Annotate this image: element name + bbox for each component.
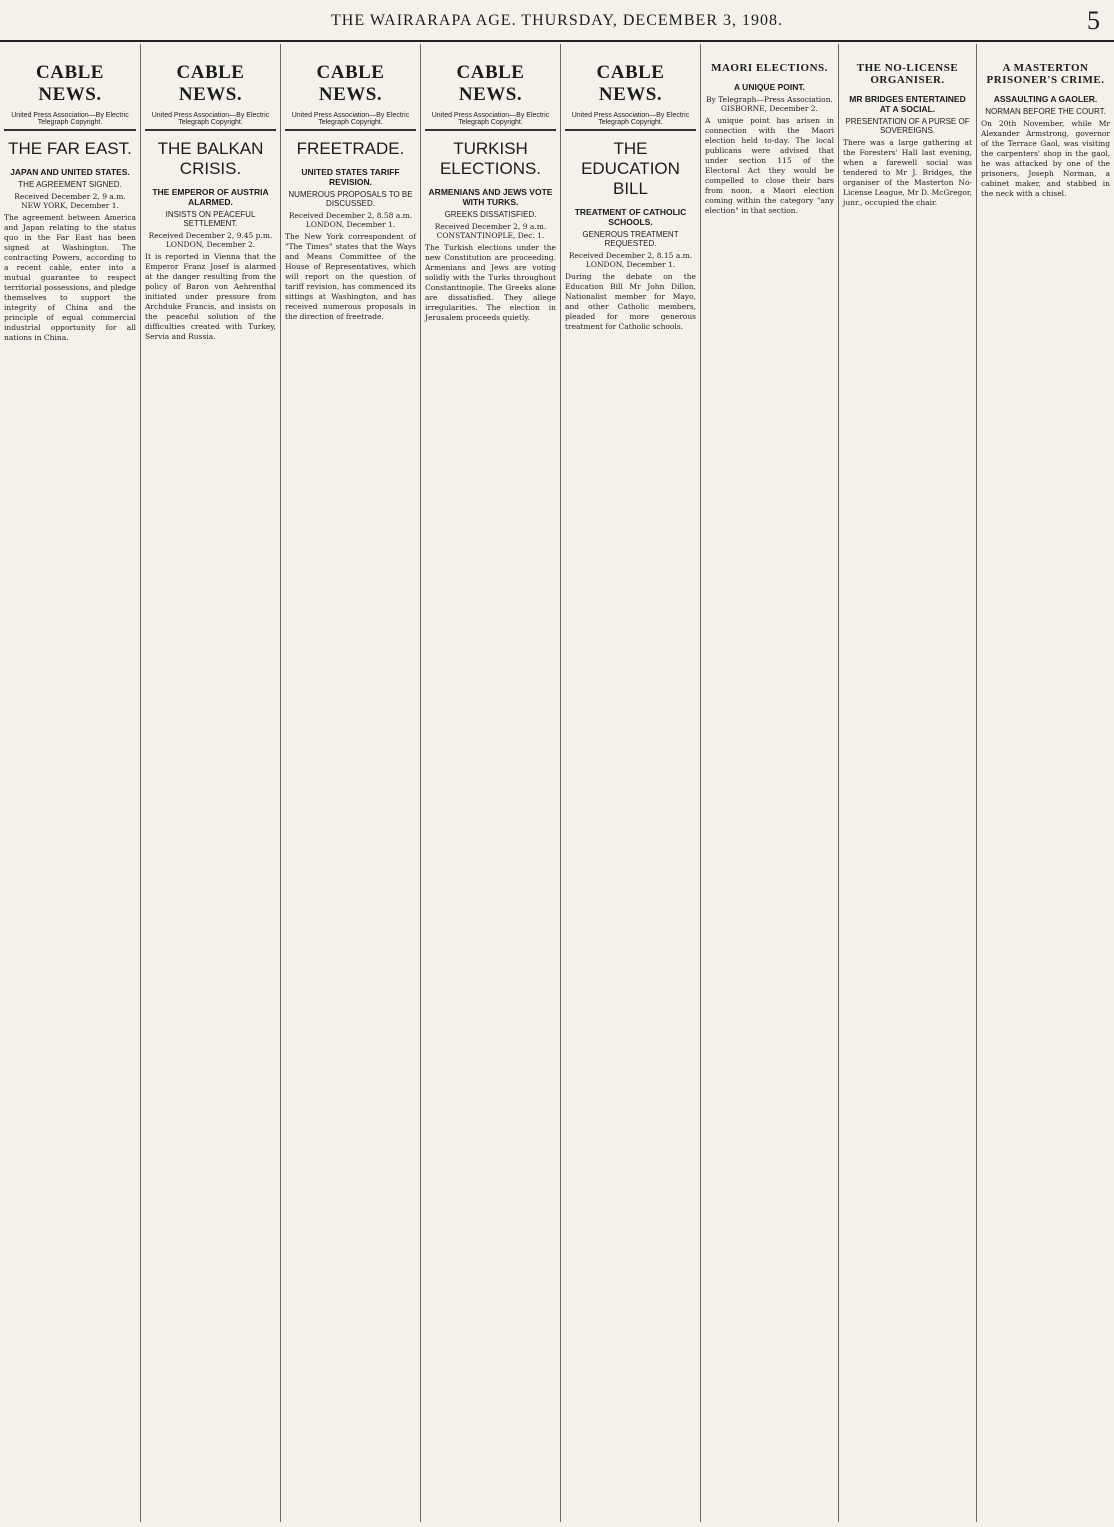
dateline: Received December 2, 8.15 a.m. LONDON, December 1. bbox=[568, 251, 693, 269]
subheading: JAPAN AND UNITED STATES. bbox=[10, 167, 130, 177]
column-heading: CABLE NEWS. bbox=[596, 62, 665, 105]
masthead-title: THE WAIRARAPA AGE. THURSDAY, DECEMBER 3, 1908. bbox=[331, 12, 783, 29]
article-body: During the debate on the Education Bill Mr John Dillon, Nationalist member for Mayo, and other Catholic members, pleaded for more generous treatment for Catholic schools. bbox=[565, 272, 696, 331]
subheading: UNITED STATES TARIFF REVISION. bbox=[301, 167, 400, 187]
article-body: A unique point has arisen in connection with the Maori election held to-day. The local publicans were advised that under section 115 of the Electoral Act they would be compelled to close their bars from noon, a Maori election coming within the category "any election" in that section. bbox=[705, 116, 834, 215]
column-1 bbox=[0, 44, 140, 1522]
column-2 bbox=[140, 44, 280, 1522]
column-8 bbox=[976, 44, 1114, 1522]
subheading: ARMENIANS AND JEWS VOTE WITH TURKS. bbox=[428, 187, 553, 207]
dateline: Received December 2, 9 a.m. NEW YORK, December 1. bbox=[14, 192, 126, 210]
column-5 bbox=[560, 44, 700, 1522]
section-title: TURKISH ELECTIONS. bbox=[439, 139, 542, 178]
subheading-2: NORMAN BEFORE THE COURT. bbox=[985, 107, 1106, 116]
dateline: Received December 2, 9 a.m. CONSTANTINOPLE, Dec. 1. bbox=[434, 222, 547, 240]
article-body: It is reported in Vienna that the Emperor Franz Josef is alarmed at the danger resulting from the policy of Baron von Aehrenthal initiated under pressure from Archduke Francis, and insists on the peaceful solution of the difficulties created with Turkey, Servia and Russia. bbox=[145, 252, 276, 341]
article-body: The Turkish elections under the new Constitution are proceeding. Armenians and Jews are voting solidly with the Turks throughout Constantinople. The Greeks alone are dissatisfied. They allege irregularities. The election in Jerusalem proceeds quietly. bbox=[425, 243, 556, 322]
column-heading: THE NO-LICENSE ORGANISER. bbox=[856, 62, 959, 86]
subheading: TREATMENT OF CATHOLIC SCHOOLS. bbox=[574, 207, 687, 227]
subheading-2: GENEROUS TREATMENT REQUESTED. bbox=[582, 230, 679, 248]
subheading: THE EMPEROR OF AUSTRIA ALARMED. bbox=[152, 187, 269, 207]
press-credit: United Press Association—By Electric Telegraph Copyright. bbox=[145, 112, 276, 131]
page-number: 5 bbox=[1087, 6, 1100, 35]
subheading: ASSAULTING A GAOLER. bbox=[993, 94, 1098, 104]
subheading-2: NUMEROUS PROPOSALS TO BE DISCUSSED. bbox=[288, 190, 413, 208]
dateline: Received December 2, 9.45 p.m. LONDON, December 2. bbox=[148, 231, 273, 249]
article-body: The agreement between America and Japan relating to the status quo in the Far East has been signed at Washington. The contracting Powers, according to a recent cable, enter into a mutual guarantee to respect territorial possessions, and pledge themselves to support the integrity of China and the principle of equal commercial industrial opportunity for all nations in China. bbox=[4, 213, 136, 342]
section-title: THE EDUCATION BILL bbox=[581, 139, 680, 198]
column-4 bbox=[420, 44, 560, 1522]
subheading-2: THE AGREEMENT SIGNED. bbox=[18, 180, 122, 189]
column-6 bbox=[700, 44, 838, 1522]
column-heading: CABLE NEWS. bbox=[176, 62, 245, 105]
masthead bbox=[0, 0, 1114, 42]
press-credit: United Press Association—By Electric Telegraph Copyright. bbox=[4, 112, 136, 131]
section-title: THE BALKAN CRISIS. bbox=[157, 139, 264, 178]
press-credit: United Press Association—By Electric Telegraph Copyright. bbox=[425, 112, 556, 131]
subheading-2: INSISTS ON PEACEFUL SETTLEMENT. bbox=[165, 210, 256, 228]
article-body: There was a large gathering at the Foresters' Hall last evening, when a farewell social was tendered to Mr J. Bridges, the organiser of the Masterton No-License League, Mr D. McGregor, junr., occupied the chair. bbox=[843, 138, 972, 207]
subheading-2: GREEKS DISSATISFIED. bbox=[444, 210, 537, 219]
section-title: THE FAR EAST. bbox=[8, 139, 132, 158]
column-heading: CABLE NEWS. bbox=[36, 62, 104, 105]
subheading-2: PRESENTATION OF A PURSE OF SOVEREIGNS. bbox=[845, 117, 970, 135]
dateline: By Telegraph—Press Association. GISBORNE, December 2. bbox=[706, 95, 833, 113]
column-heading: CABLE NEWS. bbox=[316, 62, 385, 105]
subheading: MR BRIDGES ENTERTAINED AT A SOCIAL. bbox=[849, 94, 966, 114]
column-heading: MAORI ELECTIONS. bbox=[711, 62, 828, 74]
article-body: On 20th November, while Mr Alexander Armstrong, governor of the Terrace Gaol, was visiting the carpenters' shop in the gaol, he was attacked by one of the prisoners, Joseph Norman, a cabinet maker, and stabbed in the neck with a chisel. bbox=[981, 119, 1110, 198]
column-3 bbox=[280, 44, 420, 1522]
column-heading: CABLE NEWS. bbox=[456, 62, 525, 105]
section-title: FREETRADE. bbox=[296, 139, 405, 158]
press-credit: United Press Association—By Electric Telegraph Copyright. bbox=[285, 112, 416, 131]
dateline: Received December 2, 8.58 a.m. LONDON, December 1. bbox=[288, 211, 413, 229]
article-body: The New York correspondent of "The Times" states that the Ways and Means Committee of the House of Representatives, which will report on the question of tariff revision, has commenced its sittings at Washington, and has received numerous proposals in the direction of freetrade. bbox=[285, 232, 416, 321]
column-heading: A MASTERTON PRISONER'S CRIME. bbox=[986, 62, 1105, 86]
press-credit: United Press Association—By Electric Telegraph Copyright. bbox=[565, 112, 696, 131]
subheading: A UNIQUE POINT. bbox=[734, 82, 805, 92]
column-7 bbox=[838, 44, 976, 1522]
